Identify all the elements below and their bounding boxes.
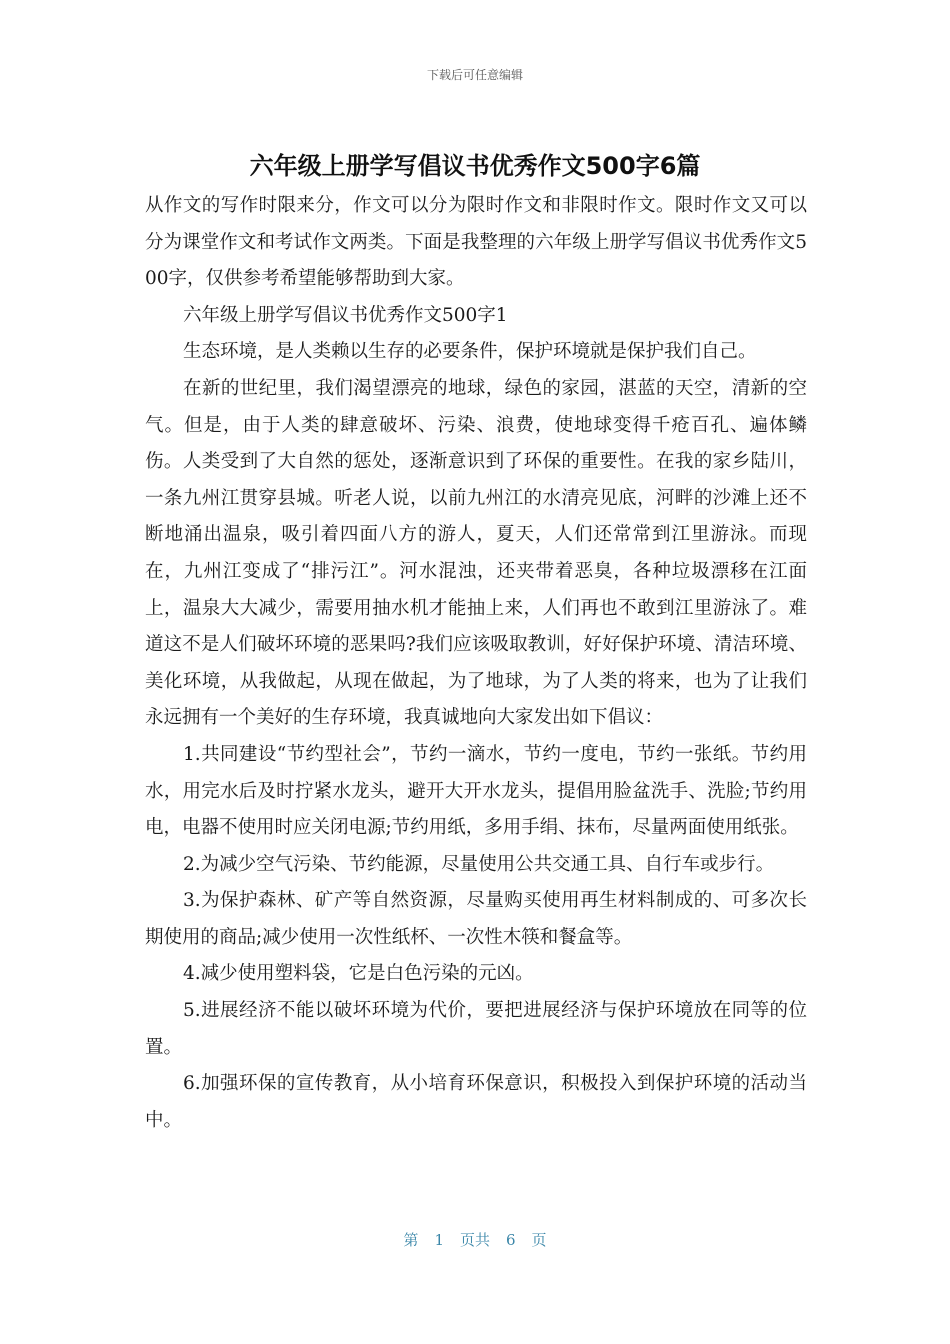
paragraph-intro: 从作文的写作时限来分，作文可以分为限时作文和非限时作文。限时作文又可以分为课堂作文和考试作文两类。下面是我整理的六年级上册学写倡议书优秀作文500字，仅供参考希望能够帮助到大家。 [145,195,807,290]
paragraph: 生态环境，是人类赖以生存的必要条件，保护环境就是保护我们自己。 [183,341,757,363]
list-item: 2.为减少空气污染、节约能源，尽量使用公共交通工具、自行车或步行。 [183,853,775,875]
page-total: 6 [506,1231,516,1249]
list-item: 6.加强环保的宣传教育，从小培育环保意识，积极投入到保护环境的活动当中。 [145,1073,807,1131]
paragraph-subtitle: 六年级上册学写倡议书优秀作文500字1 [183,304,508,326]
header-note: 下载后可任意编辑 [426,68,523,82]
list-item: 1.共同建设“节约型社会”，节约一滴水，节约一度电，节约一张纸。节约用水，用完水后及时拧紧水龙头，避开大开水龙头，提倡用脸盆洗手、洗脸;节约用电，电器不使用时应关闭电源;节约用纸，多用手绢、抹布，尽量两面使用纸张。 [145,743,807,839]
paragraph: 在新的世纪里，我们渴望漂亮的地球，绿色的家园，湛蓝的天空，清新的空气。但是，由于人类的肆意破坏、污染、浪费，使地球变得千疮百孔、遍体鳞伤。人类受到了大自然的惩处，逐渐意识到了环保的重要性。在我的家乡陆川，一条九州江贯穿县城。听老人说，以前九州江的水清亮见底，河畔的沙滩上还不断地涌出温泉，吸引着四面八方的游人，夏天，人们还常常到江里游泳。而现在，九州江变成了“排污江”。河水混浊，还夹带着恶臭，各种垃圾漂移在江面上，温泉大大减少，需要用抽水机才能抽上来，人们再也不敢到江里游泳了。难道这不是人们破坏环境的恶果吗?我们应该吸取教训，好好保护环境、清洁环境、美化环境，从我做起，从现在做起，为了地球，为了人类的将来，也为了让我们永远拥有一个美好的生存环境，我真诚地向大家发出如下倡议： [145,377,807,729]
page-prefix: 第 [403,1231,419,1249]
page-middle: 页共 [459,1231,490,1249]
list-item: 5.进展经济不能以破坏环境为代价，要把进展经济与保护环境放在同等的位置。 [145,1000,807,1058]
document-body [145,188,807,1139]
page-current: 1 [434,1231,444,1249]
page-suffix: 页 [531,1231,547,1249]
page-footer [0,1229,950,1250]
list-item: 3.为保护森林、矿产等自然资源，尽量购买使用再生材料制成的、可多次长期使用的商品;减少使用一次性纸杯、一次性木筷和餐盒等。 [145,890,807,948]
document-title: 六年级上册学写倡议书优秀作文500字6篇 [249,152,701,180]
list-item: 4.减少使用塑料袋，它是白色污染的元凶。 [183,963,534,985]
